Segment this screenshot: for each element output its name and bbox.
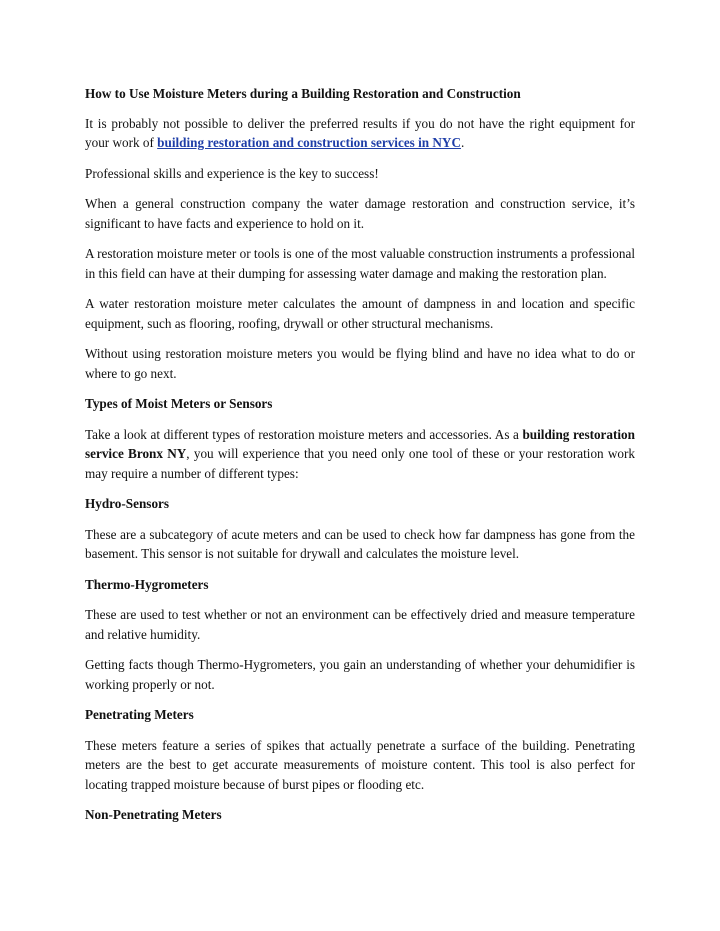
heading-types: Types of Moist Meters or Sensors bbox=[85, 396, 273, 411]
paragraph-types-text: Take a look at different types of restoration moisture meters and accessories. As a bbox=[85, 426, 523, 442]
document-page bbox=[85, 84, 635, 836]
paragraph-intro bbox=[85, 114, 635, 153]
paragraph-types-end: , you will experience that you need only one tool of these or your restoration work may require a number of different types: bbox=[85, 446, 635, 481]
paragraph-intro-end: . bbox=[460, 135, 465, 150]
paragraph-hydro-sensors: These are a subcategory of acute meters and can be used to check how far dampness has gone from the basement. This sensor is not suitable for drywall and calculates the moisture level. bbox=[85, 526, 635, 561]
services-link[interactable]: building restoration and construction services in NYC bbox=[157, 135, 461, 150]
paragraph-penetrating-meters: These meters feature a series of spikes that actually penetrate a surface of the building. Penetrating meters are the best to get accurate measurements of moisture content. This tool is also perfect for locating trapped moisture because of burst pipes or flooding etc. bbox=[85, 737, 635, 792]
paragraph-thermo-hygrometers: These are used to test whether or not an environment can be effectively dried and measure temperature and relative humidity. bbox=[85, 607, 635, 642]
paragraph-general-construction: When a general construction company the water damage restoration and construction service, it’s significant to have facts and experience to hold on it. bbox=[85, 196, 635, 231]
heading-thermo-hygrometers: Thermo-Hygrometers bbox=[85, 576, 209, 592]
document-title: How to Use Moisture Meters during a Building Restoration and Construction bbox=[85, 86, 521, 101]
paragraph-restoration-meter: A restoration moisture meter or tools is one of the most valuable construction instruments a professional in this field can have at their dumping for assessing water damage and making the restoration plan. bbox=[85, 246, 635, 281]
paragraph-intro-text: It is probably not possible to deliver the preferred results if you do not have the right equipment for your work of bbox=[85, 115, 635, 150]
paragraph-skills: Professional skills and experience is the key to success! bbox=[85, 165, 379, 181]
paragraph-dehumidifier: Getting facts though Thermo-Hygrometers, you gain an understanding of whether your dehumidifier is working properly or not. bbox=[85, 657, 635, 692]
paragraph-flying-blind: Without using restoration moisture meters you would be flying blind and have no idea what to do or where to go next. bbox=[85, 346, 635, 381]
heading-penetrating-meters: Penetrating Meters bbox=[85, 707, 194, 722]
paragraph-types bbox=[85, 425, 635, 484]
heading-non-penetrating-meters: Non-Penetrating Meters bbox=[85, 807, 222, 822]
heading-hydro-sensors: Hydro-Sensors bbox=[85, 496, 170, 511]
bronx-service-emphasis: building restoration service Bronx NY bbox=[85, 426, 635, 461]
paragraph-water-meter: A water restoration moisture meter calculates the amount of dampness in and location and specific equipment, such as flooring, roofing, drywall or other structural mechanisms. bbox=[85, 296, 635, 331]
